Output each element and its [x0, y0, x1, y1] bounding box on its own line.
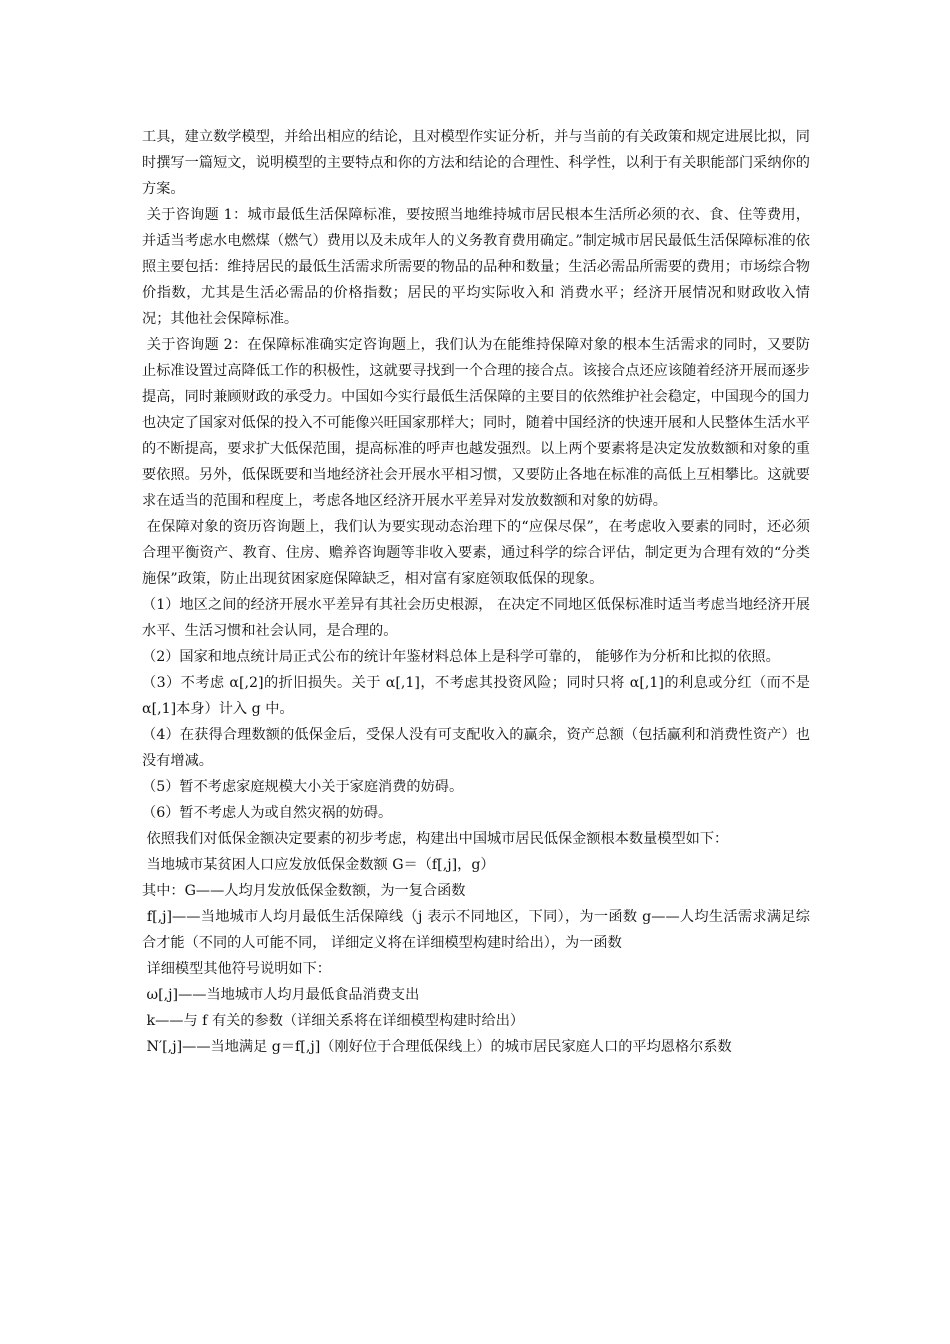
assumption-6: （6）暂不考虑人为或自然灾祸的妨碍。: [142, 805, 393, 821]
paragraph-model-intro: 依照我们对低保金额决定要素的初步考虑，构建出中国城市居民低保金额根本数量模型如下：: [142, 831, 729, 847]
definition-omega: ω[,j]——当地城市人均月最低食品消费支出: [142, 987, 420, 1003]
symbols-heading: 详细模型其他符号说明如下：: [142, 961, 331, 977]
definition-n-prime: N′[,j]——当地满足 g＝f[,j]（刚好位于合理低保线上）的城市居民家庭人口的平均恩格尔系数: [142, 1039, 732, 1055]
definition-f-and-g: f[,j]——当地城市人均月最低生活保障线（j 表示不同地区，下同），为一函数 g——人均生活需求满足综合才能（不同的人可能不同， 详细定义将在详细模型构建时给出），为一函数: [142, 909, 810, 951]
assumption-5: （5）暂不考虑家庭规模大小关于家庭消费的妨碍。: [142, 779, 464, 795]
paragraph-question-1: 关于咨询题 1：城市最低生活保障标准，要按照当地维持城市居民根本生活所必须的衣、食、住等费用，并适当考虑水电燃煤（燃气）费用以及未成年人的义务教育费用确定。”制定城市居民最低生活保障标准的依照主要包括：维持居民的最低生活需求所需要的物品的品种和数量；生活必需品所需要的费用；市场综合物价指数，尤其是生活必需品的价格指数；居民的平均实际收入和 消费水平；经济开展情况和财政收入情况；其他社会保障标准。: [142, 207, 810, 327]
definition-g: 其中：G——人均月发放低保金数额，为一复合函数: [142, 883, 466, 899]
paragraph-intro: 工具，建立数学模型，并给出相应的结论，且对模型作实证分析，并与当前的有关政策和规定进展比拟，同时撰写一篇短文，说明模型的主要特点和你的方法和结论的合理性、科学性，以利于有关职能部门采纳你的方案。: [142, 129, 810, 197]
paragraph-eligibility: 在保障对象的资历咨询题上，我们认为要实现动态治理下的“应保尽保”，在考虑收入要素的同时，还必须合理平衡资产、教育、住房、赡养咨询题等非收入要素，通过科学的综合评估，制定更为合理有效的“分类施保”政策，防止出现贫困家庭保障缺乏，相对富有家庭领取低保的现象。: [142, 519, 810, 587]
assumption-2: （2）国家和地点统计局正式公布的统计年鉴材料总体上是科学可靠的， 能够作为分析和比拟的依照。: [142, 649, 780, 665]
definition-k: k——与 f 有关的参数（详细关系将在详细模型构建时给出）: [142, 1013, 525, 1029]
assumption-1: （1）地区之间的经济开展水平差异有其社会历史根源， 在决定不同地区低保标准时适当考虑当地经济开展水平、生活习惯和社会认同，是合理的。: [142, 597, 810, 639]
assumption-3: （3）不考虑 α[,2]的折旧损失。关于 α[,1]，不考虑其投资风险；同时只将 α[,1]的利息或分红（而不是 α[,1]本身）计入 g 中。: [142, 675, 815, 717]
assumption-4: （4）在获得合理数额的低保金后，受保人没有可支配收入的赢余，资产总额（包括赢利和消费性资产）也没有增减。: [142, 727, 810, 769]
document-page: [142, 124, 815, 1060]
formula-line: 当地城市某贫困人口应发放低保金数额 G＝（f[,j]，g）: [142, 857, 495, 873]
paragraph-question-2: 关于咨询题 2：在保障标准确实定咨询题上，我们认为在能维持保障对象的根本生活需求的同时，又要防止标准设置过高降低工作的积极性，这就要寻找到一个合理的接合点。该接合点还应该随着经济开展而逐步提高，同时兼顾财政的承受力。中国如今实行最低生活保障的主要目的依然维护社会稳定，中国现今的国力也决定了国家对低保的投入不可能像兴旺国家那样大；同时，随着中国经济的快速开展和人民整体生活水平的不断提高，要求扩大低保范围，提高标准的呼声也越发强烈。以上两个要素将是决定发放数额和对象的重要依照。另外，低保既要和当地经济社会开展水平相习惯，又要防止各地在标准的高低上互相攀比。这就要求在适当的范围和程度上，考虑各地区经济开展水平差异对发放数额和对象的妨碍。: [142, 337, 810, 509]
